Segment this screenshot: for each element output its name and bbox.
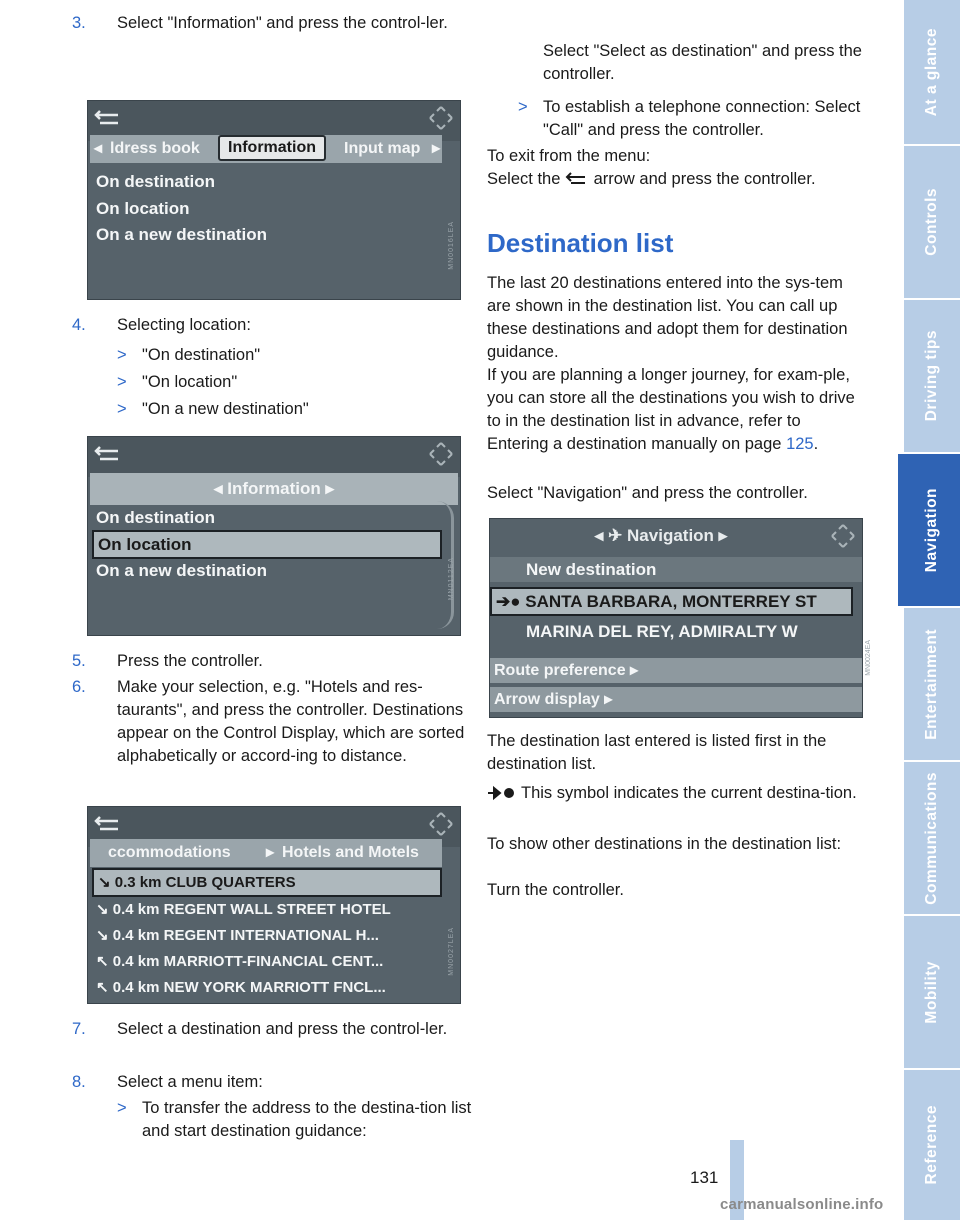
bullet-arrow-icon: >	[518, 98, 528, 116]
tab-input-map: Input map	[344, 140, 421, 157]
step-text: Press the controller.	[117, 652, 263, 670]
list-item-text: To establish a telephone connection: Select "Call" and press the controller.	[543, 98, 861, 139]
exit-instruction-intro: To exit from the menu:	[487, 147, 651, 165]
image-code: MN0016LEA	[448, 221, 455, 270]
list-row-text: 0.4 km MARRIOTT-FINANCIAL CENT...	[112, 953, 384, 970]
step-6	[72, 676, 467, 768]
list-row-selected	[92, 868, 442, 897]
step-text: Selecting location:	[117, 316, 251, 334]
tab-communications[interactable]	[904, 762, 960, 916]
step-text: Select a menu item:	[117, 1073, 263, 1091]
left-chevron-icon: ◂	[213, 479, 228, 498]
image-code: MN0027LEA	[448, 927, 455, 976]
list-item	[117, 1097, 472, 1143]
bullet-arrow-icon: >	[117, 346, 127, 364]
list-row	[92, 897, 391, 922]
page-number: 131	[690, 1168, 719, 1187]
back-arrow-icon	[94, 813, 122, 835]
tab-label: Driving tips	[923, 330, 940, 422]
paragraph: The last 20 destinations entered into the sys-tem are shown in the destination list. You can call up these destinations and adopt them for destination guidance.	[487, 274, 848, 361]
screen-header-label: Navigation	[627, 526, 714, 545]
menu-row: MARINA DEL REY, ADMIRALTY W	[526, 622, 798, 641]
tab-entertainment[interactable]	[904, 608, 960, 762]
step-number: 3.	[72, 14, 86, 32]
direction-arrow-icon: ↘	[96, 901, 113, 918]
screen-information-menu	[87, 436, 461, 636]
list-item-continuation: Select "Select as destination" and press the controller.	[543, 42, 862, 83]
exit-text-end: arrow and press the controller.	[593, 170, 816, 188]
right-chevron-icon: ▸	[713, 526, 728, 545]
tab-information: Information	[218, 135, 326, 161]
direction-arrow-icon: ↘	[98, 874, 115, 891]
exit-instruction	[487, 168, 816, 191]
list-item-text: "On a new destination"	[142, 400, 309, 418]
screen-tab-bar	[90, 839, 442, 867]
tab-label: Navigation	[923, 487, 940, 573]
step-number: 4.	[72, 316, 86, 334]
step-text: Select "Information" and press the control-ler.	[117, 14, 448, 32]
screen-top-bar	[88, 437, 460, 477]
image-code: MN0024EA	[865, 640, 872, 676]
current-destination-icon: ➔●	[496, 592, 526, 611]
current-destination-icon	[487, 785, 517, 801]
destination-text: SANTA BARBARA, MONTERREY ST	[525, 592, 817, 611]
screen-tab-bar	[90, 135, 442, 163]
tab-hotels-motels: Hotels and Motels	[282, 844, 419, 861]
controller-icon	[428, 441, 454, 467]
screen-header	[90, 473, 458, 505]
right-chevron-icon: ▸	[432, 140, 441, 157]
paragraph: This symbol indicates the current destina-tion.	[521, 784, 857, 802]
navigation-icon: ✈	[608, 526, 628, 545]
menu-row: On a new destination	[96, 561, 267, 580]
right-chevron-icon: ▸	[599, 691, 613, 708]
right-chevron-icon: ▸	[625, 662, 639, 679]
menu-row: On location	[96, 199, 190, 218]
list-item	[518, 96, 883, 142]
paragraph: Turn the controller.	[487, 881, 624, 899]
list-item-text: "On destination"	[142, 346, 261, 364]
menu-row-text: Arrow display	[494, 691, 600, 708]
tab-mobility[interactable]	[904, 916, 960, 1070]
screen-navigation-menu	[489, 518, 863, 718]
left-chevron-icon: ◂	[94, 140, 103, 157]
list-row-text: 0.3 km CLUB QUARTERS	[114, 874, 296, 891]
direction-arrow-icon: ↘	[96, 927, 113, 944]
list-item-text: "On location"	[142, 373, 238, 391]
menu-row-selected: On location	[92, 530, 442, 559]
step-number: 6.	[72, 678, 86, 696]
list-item	[117, 344, 260, 367]
tab-reference[interactable]	[904, 1070, 960, 1220]
step-4	[72, 314, 467, 337]
tab-label: Reference	[923, 1105, 940, 1185]
section-heading: Destination list	[487, 228, 674, 258]
paragraph-end: .	[813, 435, 819, 453]
tab-label: Controls	[923, 188, 940, 256]
menu-row	[490, 658, 862, 683]
controller-icon	[428, 811, 454, 837]
menu-row	[490, 687, 862, 712]
list-row	[92, 949, 383, 974]
bullet-arrow-icon: >	[117, 373, 127, 391]
back-arrow-icon	[94, 443, 122, 465]
controller-icon	[830, 523, 856, 549]
right-chevron-icon: ▸	[320, 479, 335, 498]
right-chevron-icon: ▸	[266, 844, 275, 861]
step-5	[72, 650, 467, 673]
tab-navigation[interactable]	[904, 454, 960, 608]
tab-label: Entertainment	[923, 628, 940, 740]
section-tabs	[904, 0, 960, 1220]
paragraph: The destination last entered is listed first in the destination list.	[487, 732, 827, 773]
tab-label: Communications	[923, 771, 940, 905]
menu-row-selected	[490, 587, 853, 616]
paragraph	[487, 364, 857, 456]
list-row	[92, 923, 379, 948]
direction-arrow-icon: ↖	[96, 953, 113, 970]
step-number: 7.	[72, 1020, 86, 1038]
tab-driving-tips[interactable]	[904, 300, 960, 454]
list-item	[117, 398, 309, 421]
screen-header	[490, 523, 832, 549]
step-3	[72, 12, 467, 35]
tab-controls[interactable]	[904, 146, 960, 300]
left-chevron-icon: ◂	[594, 526, 609, 545]
list-row-text: 0.4 km REGENT WALL STREET HOTEL	[112, 901, 391, 918]
tab-label: Mobility	[923, 960, 940, 1024]
menu-row: On destination	[96, 172, 215, 191]
paragraph-text: If you are planning a longer journey, for exam-ple, you can store all the destinations you wish to drive to in the destination list in advance, refer to Entering a destination manually on page	[487, 366, 855, 453]
step-8	[72, 1071, 467, 1094]
step-text: Make your selection, e.g. "Hotels and res-taurants", and press the controller. Destinations appear on the Control Display, which are sorted alphabetically or accord-ing to distance.	[117, 678, 465, 765]
list-row-text: 0.4 km NEW YORK MARRIOTT FNCL...	[112, 979, 386, 996]
step-number: 8.	[72, 1073, 86, 1091]
paragraph: Select "Navigation" and press the controller.	[487, 484, 808, 502]
bullet-arrow-icon: >	[117, 400, 127, 418]
step-7	[72, 1018, 467, 1041]
back-arrow-icon	[94, 107, 122, 129]
step-text: Select a destination and press the control-ler.	[117, 1020, 448, 1038]
list-row	[92, 975, 386, 1000]
list-item-text: To transfer the address to the destina-tion list and start destination guidance:	[142, 1099, 472, 1140]
screen-hotels-list	[87, 806, 461, 1004]
page-link[interactable]: 125	[786, 435, 814, 453]
tab-label: At a glance	[923, 27, 940, 117]
list-item	[117, 371, 237, 394]
tab-at-a-glance[interactable]	[904, 0, 960, 146]
paragraph: To show other destinations in the destination list:	[487, 835, 842, 853]
list-row-text: 0.4 km REGENT INTERNATIONAL H...	[112, 927, 379, 944]
menu-row: On destination	[96, 508, 215, 527]
screen-header-label: Information	[227, 479, 321, 498]
tab-accommodations: ccommodations	[108, 844, 231, 861]
image-code: MN0112EA	[448, 557, 455, 601]
back-arrow-icon	[565, 171, 589, 185]
menu-row-text: Route preference	[494, 662, 626, 679]
controller-icon	[428, 105, 454, 131]
menu-row: New destination	[490, 557, 862, 582]
tab-address-book: ldress book	[110, 140, 200, 157]
step-number: 5.	[72, 652, 86, 670]
menu-row: On a new destination	[96, 225, 267, 244]
exit-text-start: Select the	[487, 170, 561, 188]
watermark: carmanualsonline.info	[720, 1196, 884, 1213]
bullet-arrow-icon: >	[117, 1099, 127, 1117]
direction-arrow-icon: ↖	[96, 979, 113, 996]
screen-information-tabs	[87, 100, 461, 300]
